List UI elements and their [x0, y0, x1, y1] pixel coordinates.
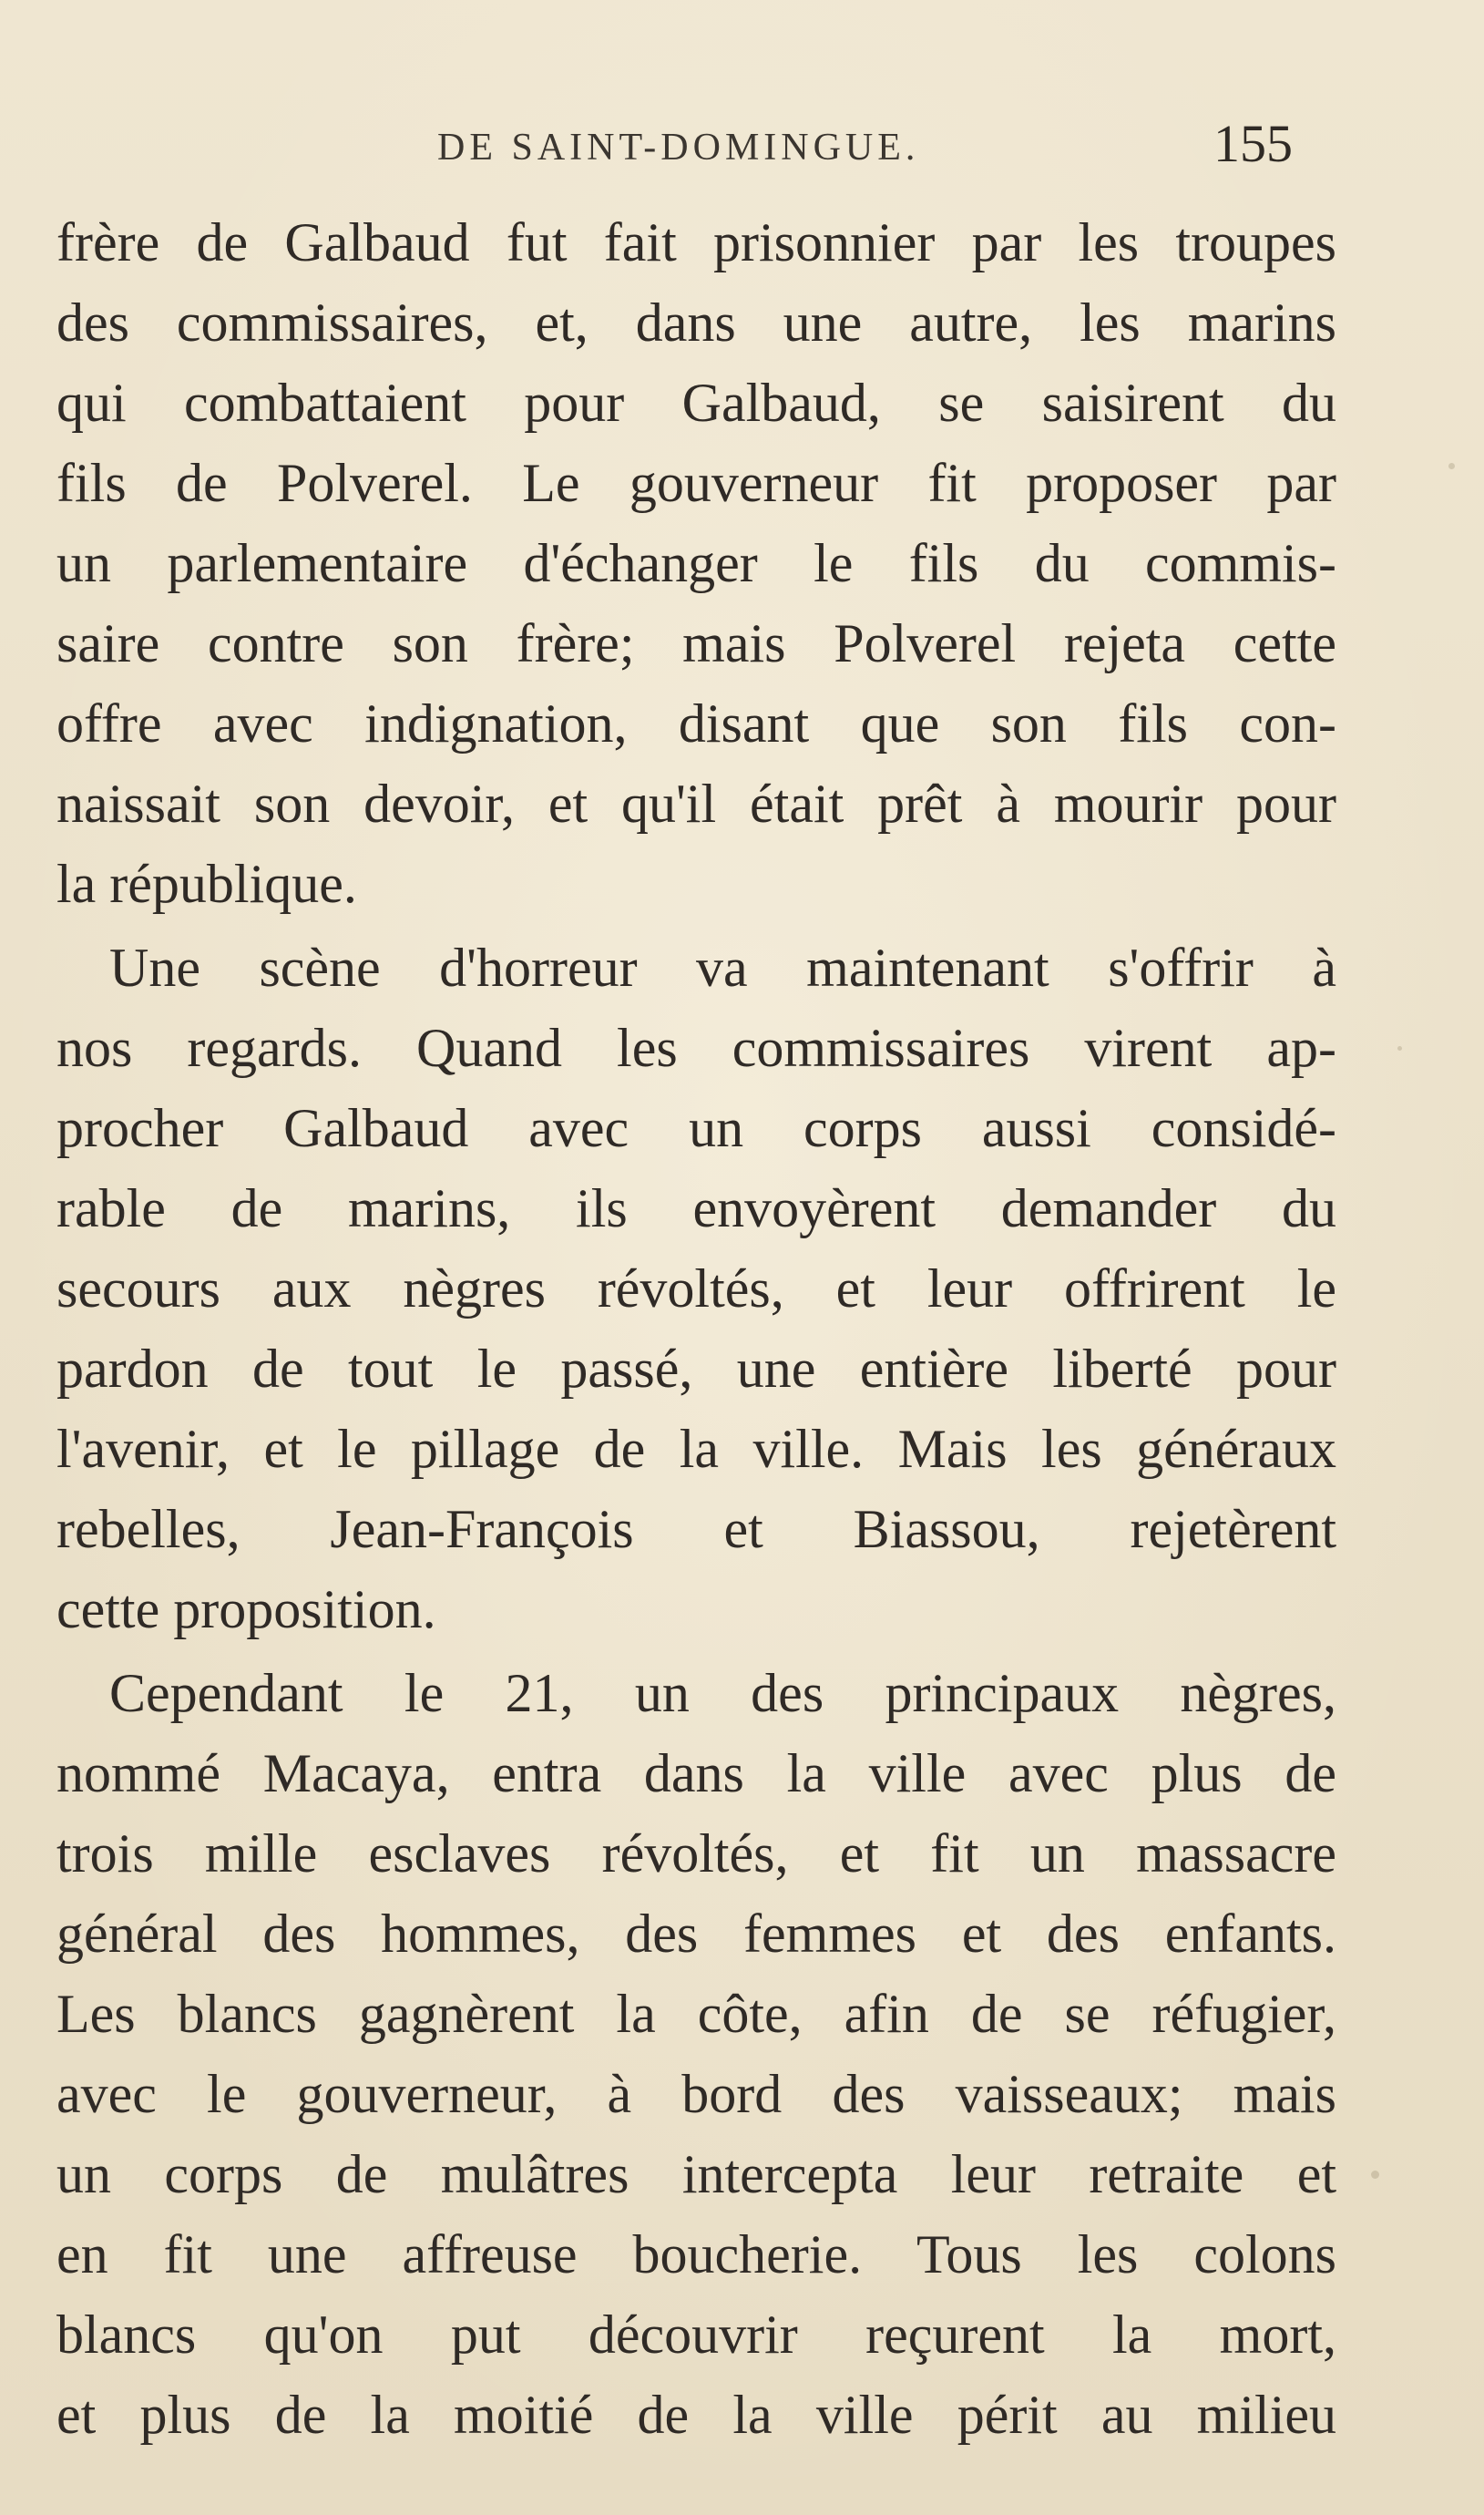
text-line: saire contre son frère; mais Polverel rejeta cette	[56, 613, 1336, 673]
body-text	[56, 202, 1336, 2459]
text-line: la république.	[56, 854, 357, 914]
ink-speck	[1448, 463, 1455, 469]
text-line: des commissaires, et, dans une autre, les marins	[56, 293, 1336, 353]
text-line: qui combattaient pour Galbaud, se saisirent du	[56, 373, 1336, 433]
text-line: et plus de la moitié de la ville périt au milieu	[56, 2385, 1336, 2445]
page-number: 155	[1213, 114, 1293, 173]
text-line: procher Galbaud avec un corps aussi considé-	[56, 1098, 1336, 1158]
text-line: un corps de mulâtres intercepta leur retraite et	[56, 2144, 1336, 2204]
text-line: pardon de tout le passé, une entière liberté pour	[56, 1339, 1336, 1399]
text-line: nommé Macaya, entra dans la ville avec plus de	[56, 1743, 1336, 1803]
text-line: offre avec indignation, disant que son fils con-	[56, 693, 1336, 754]
text-line: frère de Galbaud fut fait prisonnier par les troupes	[56, 212, 1336, 272]
text-line: général des hommes, des femmes et des enfants.	[56, 1904, 1336, 1964]
text-line: trois mille esclaves révoltés, et fit un massacre	[56, 1823, 1336, 1884]
text-line: blancs qu'on put découvrir reçurent la mort,	[56, 2305, 1336, 2365]
text-line: avec le gouverneur, à bord des vaisseaux; mais	[56, 2064, 1336, 2124]
text-line: nos regards. Quand les commissaires virent ap-	[56, 1018, 1336, 1078]
text-line: rable de marins, ils envoyèrent demander du	[56, 1178, 1336, 1238]
text-line: Une scène d'horreur va maintenant s'offrir à	[109, 938, 1336, 998]
running-title: DE SAINT-DOMINGUE.	[437, 127, 920, 169]
text-line: un parlementaire d'échanger le fils du commis-	[56, 533, 1336, 593]
paragraph-3	[56, 1653, 1336, 2455]
paragraph-1	[56, 202, 1336, 924]
ink-speck	[1397, 1046, 1402, 1051]
text-line: rebelles, Jean-François et Biassou, rejetèrent	[56, 1499, 1336, 1559]
paragraph-2	[56, 928, 1336, 1649]
text-line: cette proposition.	[56, 1579, 436, 1639]
text-line: Les blancs gagnèrent la côte, afin de se réfugier,	[56, 1984, 1336, 2044]
ink-speck	[1371, 2171, 1379, 2179]
text-line: Cependant le 21, un des principaux nègres,	[109, 1663, 1336, 1723]
text-line: fils de Polverel. Le gouverneur fit proposer par	[56, 453, 1336, 513]
text-line: en fit une affreuse boucherie. Tous les colons	[56, 2224, 1336, 2284]
text-line: l'avenir, et le pillage de la ville. Mais les généraux	[56, 1419, 1336, 1479]
text-line: naissait son devoir, et qu'il était prêt à mourir pour	[56, 774, 1336, 834]
text-line: secours aux nègres révoltés, et leur offrirent le	[56, 1258, 1336, 1319]
